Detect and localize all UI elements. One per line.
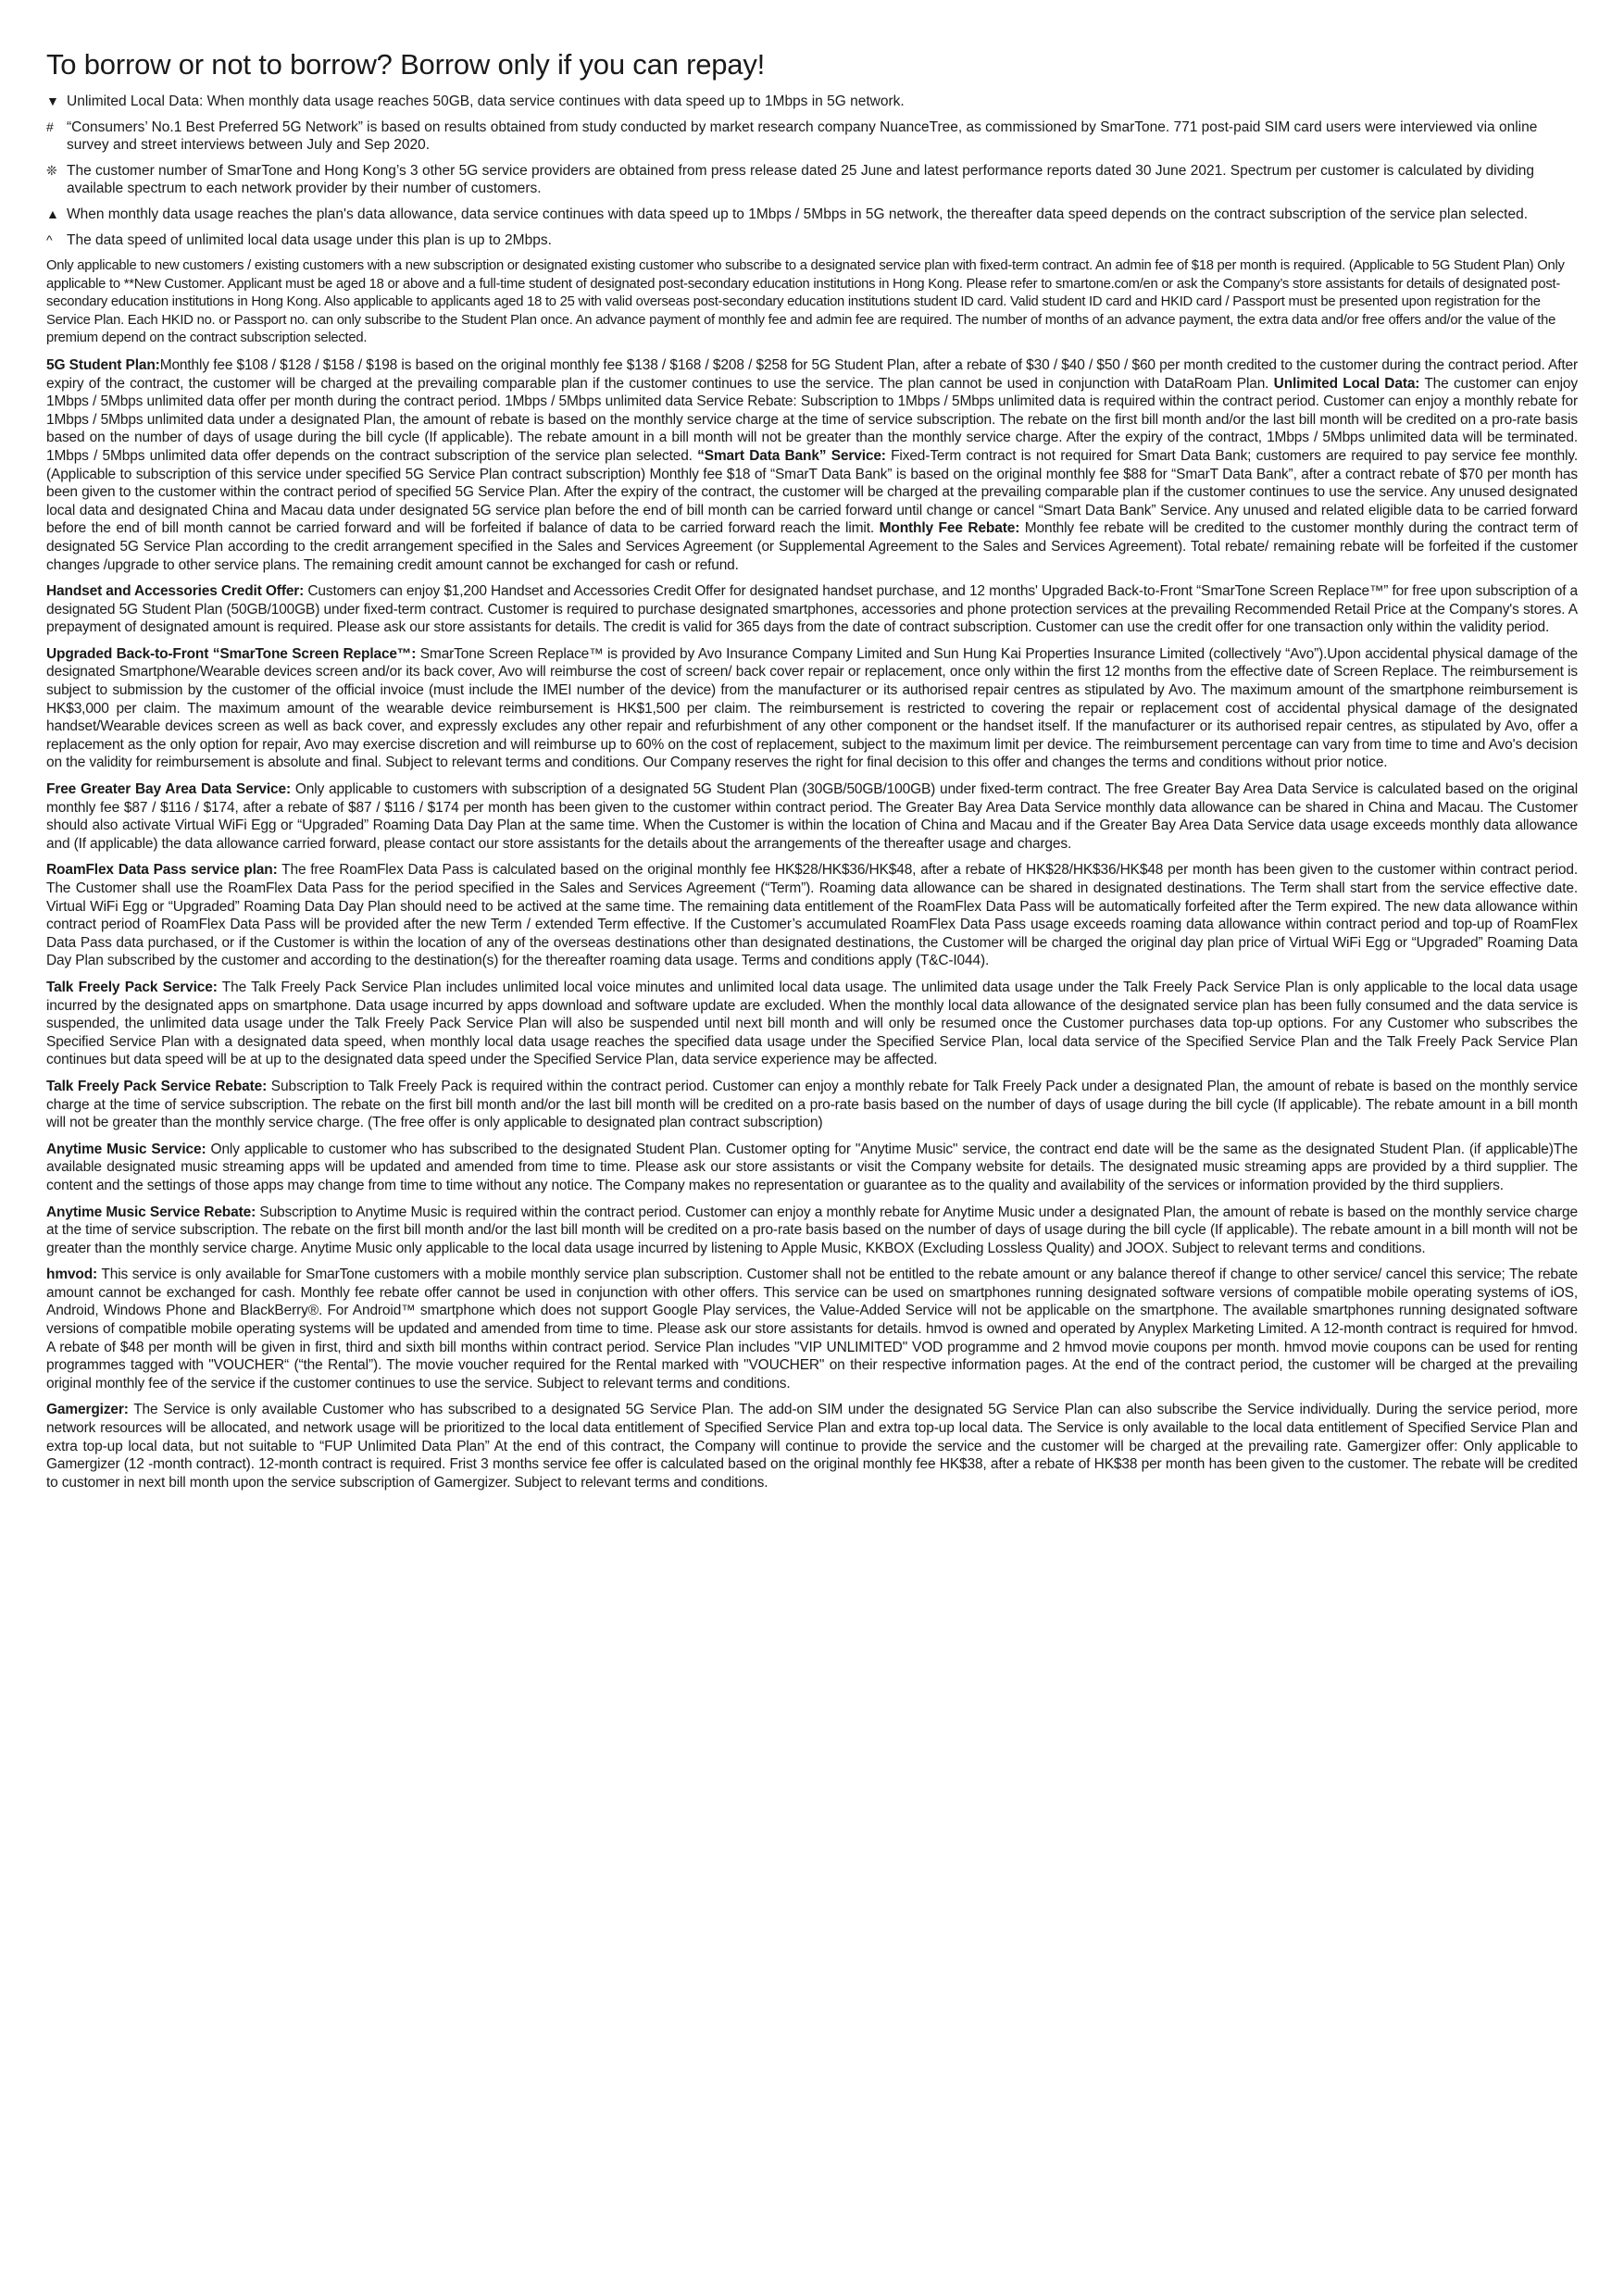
section-talk-freely-pack xyxy=(46,979,1578,1069)
section-heading: Talk Freely Pack Service Rebate: xyxy=(46,1078,268,1094)
footnote-text: When monthly data usage reaches the plan's data allowance, data service continues with data speed up to 1Mbps / 5Mbps in 5G network, the thereafter data speed depends on the contract subscription of the service plan selected. xyxy=(67,206,1529,222)
section-heading: Free Greater Bay Area Data Service: xyxy=(46,781,292,798)
section-heading: Handset and Accessories Credit Offer: xyxy=(46,583,305,600)
footnotes xyxy=(46,93,1578,249)
footnote-text: Unlimited Local Data: When monthly data usage reaches 50GB, data service continues with data speed up to 1Mbps in 5G network. xyxy=(67,94,905,109)
section-text: The customer can enjoy 1Mbps / 5Mbps unlimited data offer per month during the contract period. 1Mbps / 5Mbps unlimited data Service Rebate: Subscription to 1Mbps / 5Mbps unlimited data is required within the contract period. Customer can enjoy a monthly rebate for 1Mbps / 5Mbps unlimited data under a designated Plan, the amount of rebate is based on the monthly service charge at the time of service subscription. The rebate on the first bill month and/or the last bill month will be credited on a pro-rate basis based on the number of days of usage during the bill cycle (If applicable). The rebate amount in a bill month will not be greater than the monthly service charge. After the expiry of the contract, 1Mbps / 5Mbps unlimited data will be terminated. 1Mbps / 5Mbps unlimited data offer depends on the contract subscription of the service plan selected. xyxy=(46,375,1578,464)
section-text: Fixed-Term contract is not required for Smart Data Bank; customers are required to pay service fee monthly. (Applicable to subscription of this service under specified 5G Service Plan contract subscription) Monthly fee $18 of “SmarT Data Bank” is based on the original monthly fee $88 for “SmarT Data Bank”, after a contract rebate of $70 per month has been given to the customer within the contract period of specified 5G Service Plan. After the expiry of the contract, the customer will be charged at the prevailing comparable plan if the customer continues to use the service. Any unused designated local data and designated China and Macau data under designated 5G service plan before the end of bill month can be carried forward until change or cancel “Smart Data Bank” Service. Any unused and related eligible data to be carried forward before the end of bill month cannot be carried forward and will be forfeited if balance of data to be carried forward reach the limit. xyxy=(46,447,1578,537)
section-text: Subscription to Talk Freely Pack is required within the contract period. Customer can enjoy a monthly rebate for Talk Freely Pack under a designated Plan, the amount of rebate is based on the monthly service charge at the time of service subscription. The rebate on the first bill month and/or the last bill month will be credited on a pro-rate basis based on the number of days of usage during the bill cycle (If applicable). The rebate amount in a bill month will not be greater than the monthly service charge. (The free offer is only applicable to designated plan contract subscription) xyxy=(46,1078,1578,1131)
section-heading: Unlimited Local Data: xyxy=(1273,375,1420,392)
section-roamflex xyxy=(46,861,1578,970)
section-heading: Talk Freely Pack Service: xyxy=(46,979,218,995)
section-heading: Gamergizer: xyxy=(46,1402,129,1418)
page-title: To borrow or not to borrow? Borrow only if you can repay! xyxy=(46,48,766,81)
section-heading: Monthly Fee Rebate: xyxy=(879,520,1020,537)
section-greater-bay-area xyxy=(46,780,1578,853)
section-text: Customers can enjoy $1,200 Handset and Accessories Credit Offer for designated handset purchase, and 12 months' Upgraded Back-to-Front “SmarTone Screen Replace™” for free upon subscription of a designated 5G Student Plan (50GB/100GB) under fixed-term contract. Customer is required to purchase designated smartphones, accessories and phone protection services at the prevailing Recommended Retail Price at the Company's stores. A prepayment of designated amount is required. Please ask our store assistants for details. The credit is valid for 365 days from the date of contract subscription. Customer can use the credit offer for one transaction only within the validity period. xyxy=(46,583,1578,636)
triangle-down-icon: ▼ xyxy=(46,94,59,108)
footnote-data-limit xyxy=(46,93,1578,110)
section-text: The free RoamFlex Data Pass is calculated based on the original monthly fee HK$28/HK$36/HK$48, after a rebate of HK$28/HK$36/HK$48 per month has been given to the customer within contract period. The Customer shall use the RoamFlex Data Pass for the period specified in the Sales and Services Agreement (“Term”). Roaming data allowance can be shared in designated destinations. The Term shall start from the service effective date. Virtual WiFi Egg or “Upgraded” Roaming Data Day Plan should need to be actived at the same time. The remaining data entitlement of the RoamFlex Data Pass will be automatically forfeited after the Term expired. The new data allowance within contract period of RoamFlex Data Pass will be provided after the new Term / extended Term effective. If the Customer’s accumulated RoamFlex Data Pass usage exceeds roaming data allowance within contract period and top-up of RoamFlex Data Pass data purchased, or if the Customer is within the location of any of the overseas destinations other than designated destinations, the Customer will be charged the original day plan price of Virtual WiFi Egg or “Upgraded” Roaming Data Day Plan subscribed by the customer and according to the destination(s) for the thereafter roaming data usage. Terms and conditions apply (T&C-I044). xyxy=(46,862,1578,969)
section-text: The Service is only available Customer who has subscribed to a designated 5G Service Plan. The add-on SIM under the designated 5G Service Plan can also subscribe the Service individually. During the service period, more network resources will be allocated, and network usage will be prioritized to the local data entitlement of Specified Service Plan and extra top-up local data. The Service is only available to the local data entitlement of Specified Service Plan and extra top-up local data, but not suitable to “FUP Unlimited Data Plan” At the end of this contract, the Company will continue to provide the service and the customer will be charged at the prevailing rate. Gamergizer offer: Only applicable to Gamergizer (12 -month contract). 12-month contract is required. Frist 3 months service fee offer is calculated based on the original monthly fee HK$38, after a rebate of HK$38 per month has been given to the customer. The rebate will be credited to customer in next bill month upon the service subscription of Gamergizer. Subject to relevant terms and conditions. xyxy=(46,1402,1578,1491)
section-text: This service is only available for SmarTone customers with a mobile monthly service plan subscription. Customer shall not be entitled to the rebate amount or any balance thereof if change to other service/ cancel this service; The rebate amount cannot be exchanged for cash. Monthly fee rebate offer cannot be used in conjunction with other offers. This service can be used on smartphones running designated software versions of compatible mobile operating systems of iOS, Android, Windows Phone and BlackBerry®. For Android™ smartphone which does not support Google Play services, the Value-Added Service will not be applicable on the smartphone. The available smartphones running designated software versions of compatible mobile operating systems will be updated and amended from time to time. Please ask our store assistants for details. hmvod is owned and operated by Anyplex Marketing Limited. A 12-month contract is required for hmvod. A rebate of $48 per month will be given in first, third and sixth bill months within contract period. Service Plan includes "VIP UNLIMITED" VOD programme and 2 hmvod movie coupons per month. hmvod movie coupons can be used for renting programmes tagged with "VOUCHER“ (“the Rental”). The movie voucher required for the Rental marked with "VOUCHER" on their respective information pages. At the end of the contract period, the customer will be charged at the prevailing original monthly fee of the service if the customer continues to use the service. Subject to relevant terms and conditions. xyxy=(46,1267,1578,1391)
hash-icon: # xyxy=(46,119,54,134)
section-text: Monthly fee rebate will be credited to the customer monthly during the contract term of designated 5G Service Plan according to the credit arrangement specified in the Sales and Services Agreement (or Supplemental Agreement to the Sales and Services Agreement). Total rebate/ remaining rebate will be forfeited if the customer changes /upgrade to other service plans. The remaining credit amount cannot be exchanged for cash or refund. xyxy=(46,520,1578,573)
footnote-spectrum xyxy=(46,162,1578,197)
section-gamergizer xyxy=(46,1401,1578,1491)
section-text: Only applicable to customer who has subscribed to the designated Student Plan. Customer opting for "Anytime Music" service, the contract end date will be the same as the designated Student Plan. (if applicable)The available designated music streaming apps will be updated and amended from time to time. Please ask our store assistants or visit the Company website for details. The designated music streaming apps are provided by a third supplier. The content and the settings of those apps may change from time to time without any notice. The Company makes no representation or guarantee as to the quality and availability of the services or information provided by the third suppliers. xyxy=(46,1141,1578,1193)
intro-paragraph: Only applicable to new customers / existing customers with a new subscription or designated existing customer who subscribe to a designated service plan with fixed-term contract. An admin fee of $18 per month is required. (Applicable to 5G Student Plan) Only applicable to **New Customer. Applicant must be aged 18 or above and a full-time student of designated post-secondary education institutions in Hong Kong. Please refer to smartone.com/en or ask the Company’s store assistants for details of designated post-secondary education institutions in Hong Kong. Also applicable to applicants aged 18 to 25 with valid overseas post-secondary education institutions student ID card. Valid student ID card and HKID card / Passport must be presented upon registration for the Service Plan. Each HKID no. or Passport no. can only subscribe to the Student Plan once. An advance payment of monthly fee and admin fee are required. The number of months of an advance payment, the extra data and/or free offers and/or the value of the premium depend on the contract subscription selected. xyxy=(46,258,1565,346)
footnote-text: The data speed of unlimited local data usage under this plan is up to 2Mbps. xyxy=(67,232,552,248)
section-heading: Upgraded Back-to-Front “SmarTone Screen Replace™: xyxy=(46,645,417,662)
section-5g-student-plan xyxy=(46,356,1578,574)
section-anytime-music xyxy=(46,1141,1578,1195)
footnote-consumer-survey xyxy=(46,119,1578,154)
asterisk-icon: ❊ xyxy=(46,163,57,178)
triangle-up-icon: ▲ xyxy=(46,206,59,221)
footnote-data-allowance xyxy=(46,206,1578,223)
section-text: Only applicable to customers with subscription of a designated 5G Student Plan (30GB/50GB/100GB) under fixed-term contract. The free Greater Bay Area Data Service is calculated based on the original monthly fee $87 / $116 / $174, after a rebate of $87 / $116 / $174 per month has been given to the customer within contract period. The Greater Bay Area Data Service monthly data allowance can be shared in China and Macau. The Customer should also activate Virtual WiFi Egg or “Upgraded” Roaming Data Day Plan at the same time. When the Customer is within the location of China and Macau and if the Greater Bay Area Data Service data usage exceeds monthly data allowance and (If applicable) the data allowance carried forward, please contact our store assistants for the details about the arrangements of the thereafter usage and charges. xyxy=(46,781,1578,852)
section-talk-freely-rebate xyxy=(46,1078,1578,1132)
terms-page xyxy=(46,48,1578,1500)
section-text: SmarTone Screen Replace™ is provided by Avo Insurance Company Limited and Sun Hung Kai Properties Insurance Limited (collectively “Avo”).Upon accidental physical damage of the designated Smartphone/Wearable devices screen and/or its back cover, Avo will reimburse the cost of screen/ back cover repair or replacement, once only within the first 12 months from the effective date of Screen Replace. The reimbursement is subject to submission by the customer of the official invoice (must include the IMEI number of the device) from the manufacturer or its authorised repair centres as stipulated by Avo. The maximum amount of the smartphone reimbursement is HK$3,000 per claim. The maximum amount of the wearable device reimbursement is HK$1,500 per claim. The reimbursement is restricted to covering the repair or replacement cost of accidental physical damage of the designated handset/Wearable devices screen as well as back cover, and expressly excludes any other repair and refurbishment of any other component or the handset itself. If the manufacturer or its authorised repair centres, as stipulated by Avo, offer a replacement as the only option for repair, Avo may exercise discretion and will reimburse up to 60% on the cost of replacement, subject to the maximum limit per device. The reimbursement percentage can vary from time to time and Avo's decision on the validity for reimbursement is absolute and final. Subject to relevant terms and conditions. Our Company reserves the right for final decision to this offer and changes the terms and conditions without prior notice. xyxy=(46,645,1579,771)
section-text: Monthly fee $108 / $128 / $158 / $198 is based on the original monthly fee $138 / $168 / $208 / $258 for 5G Student Plan, after a rebate of $30 / $40 / $50 / $60 per month credited to the customer during the contract period. After expiry of the contract, the customer will be charged at the prevailing comparable plan if the customer continues to use the service. The plan cannot be used in conjunction with DataRoam Plan. xyxy=(46,356,1578,392)
section-heading: Anytime Music Service: xyxy=(46,1141,206,1157)
footnote-text: The customer number of SmarTone and Hong Kong’s 3 other 5G service providers are obtained from press release dated 25 June and latest performance reports dated 30 June 2021. Spectrum per customer is calculated by dividing available spectrum to each network provider by their number of customers. xyxy=(67,163,1535,196)
footnote-data-speed xyxy=(46,231,1578,249)
section-heading: hmvod: xyxy=(46,1267,98,1283)
section-text: The Talk Freely Pack Service Plan includes unlimited local voice minutes and unlimited local data usage. The unlimited data usage under the Talk Freely Pack Service Plan is only applicable to the local data usage incurred by the designated apps on smartphone. Data usage incurred by apps download and software update are excluded. When the monthly local data allowance of the designated service plan has been fully consumed and the data service is suspended, the unlimited data usage under the Talk Freely Pack Service Plan will also be suspended until next bill month and will only be resumed once the Customer purchases data top-up options. For any Customer who subscribes the Specified Service Plan with a designated data speed, when monthly local data usage reaches the specified data usage under the Specified Service Plan, local data service of the Specified Service Plan and the Talk Freely Pack Service Plan continues but data speed will be at up to the designated data speed under the Specified Service Plan, data service experience may be affected. xyxy=(46,979,1578,1068)
section-heading: Anytime Music Service Rebate: xyxy=(46,1204,256,1220)
section-anytime-music-rebate xyxy=(46,1204,1578,1258)
footnote-text: “Consumers’ No.1 Best Preferred 5G Network” is based on results obtained from study conducted by market research company NuanceTree, as commissioned by SmarTone. 771 post-paid SIM card users were interviewed via online survey and street interviews between July and Sep 2020. xyxy=(67,119,1538,153)
section-heading: “Smart Data Bank” Service: xyxy=(697,447,886,464)
section-text: Subscription to Anytime Music is required within the contract period. Customer can enjoy a monthly rebate for Anytime Music under a designated Plan, the amount of rebate is based on the monthly service charge at the time of service subscription. The rebate on the first bill month and/or the last bill month will be credited on a pro-rate basis based on the number of days of usage during the bill cycle (If applicable). The rebate amount in a bill month will not be greater than the monthly service charge. Anytime Music only applicable to the local data usage incurred by listening to Apple Music, KKBOX (Excluding Lossless Quality) and JOOX. Subject to relevant terms and conditions. xyxy=(46,1204,1578,1256)
caret-icon: ^ xyxy=(46,232,53,247)
section-heading: 5G Student Plan: xyxy=(46,356,160,373)
section-screen-replace xyxy=(46,645,1578,772)
section-handset-credit xyxy=(46,582,1578,637)
section-hmvod xyxy=(46,1266,1578,1392)
section-heading: RoamFlex Data Pass service plan: xyxy=(46,862,278,879)
